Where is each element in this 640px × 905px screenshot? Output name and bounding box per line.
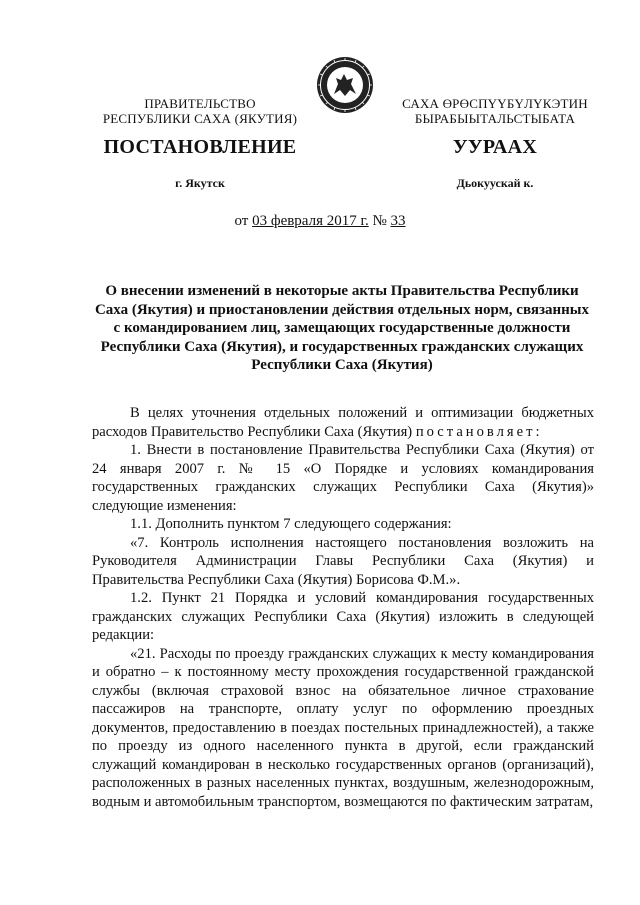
body-paragraph: 1.2. Пункт 21 Порядка и условий командирования государственных гражданских служащих Республики Саха (Якутия) изложить в следующей редакции:: [92, 590, 594, 643]
decree-date-line: [0, 213, 640, 230]
decree-number: 33: [390, 213, 406, 229]
coat-of-arms-emblem: [316, 56, 374, 114]
government-name-sakha-line1: САХА ӨРӨСПҮҮБҮЛҮКЭТИН: [402, 96, 588, 111]
title-line: с командированием лиц, замещающих государственные должности: [113, 320, 571, 336]
government-name-ru-line2: РЕСПУБЛИКИ САХА (ЯКУТИЯ): [102, 111, 298, 126]
doc-type-sakha: УУРААХ: [452, 136, 538, 158]
number-sign: №: [368, 213, 391, 229]
government-name-sakha: [380, 96, 610, 126]
body-paragraph: 1.1. Дополнить пунктом 7 следующего содержания:: [130, 516, 452, 532]
body-paragraph-preamble: [92, 404, 594, 441]
decree-title: [92, 282, 592, 375]
doc-type-ru: ПОСТАНОВЛЕНИЕ: [103, 136, 297, 158]
title-line: О внесении изменений в некоторые акты Правительства Республики: [105, 283, 579, 299]
decree-body: [92, 404, 594, 811]
government-name-ru-line1: ПРАВИТЕЛЬСТВО: [144, 96, 256, 111]
government-name-sakha-line2: БЫРАБЫЫТАЛЬСТЫБАТА: [414, 111, 576, 126]
city-sakha: Дьокуускай к.: [456, 176, 534, 190]
body-paragraph: «7. Контроль исполнения настоящего постановления возложить на Руководителя Администрации Главы Республики Саха (Якутия) и Правительства Республики Саха (Якутия) Борисова Ф.М.».: [92, 534, 594, 588]
title-line: Республики Саха (Якутия): [251, 357, 433, 373]
city-ru: г. Якутск: [175, 176, 225, 190]
preamble-text: В целях уточнения отдельных положений и оптимизации бюджетных расходов Правительство Республики Саха (Якутия): [92, 405, 594, 440]
date-prefix: от: [234, 213, 253, 229]
body-paragraph: 1. Внести в постановление Правительства Республики Саха (Якутия) от 24 января 2007 г. № 15 «О Порядке и условиях командирования государственных гражданских служащих Республики Саха (Якутия)» следующие изменения:: [92, 442, 594, 514]
government-name-ru: [100, 96, 300, 126]
decree-date: 03 февраля 2017 г.: [252, 213, 369, 229]
title-line: Саха (Якутия) и приостановлении действия отдельных норм, связанных: [94, 301, 590, 318]
preamble-end: :: [535, 423, 540, 440]
title-line: Республики Саха (Якутия), и государственных гражданских служащих: [100, 338, 584, 355]
preamble-keyword: постановляет: [415, 423, 536, 440]
body-paragraph: «21. Расходы по проезду гражданских служащих к месту командирования и обратно – к постоянному месту прохождения государственной гражданской службы (включая страховой взнос на обязательное личное страхование пассажиров на транспорте, оплату услуг по оформлению проездных документов, предоставлению в поездах постельных принадлежностей), а также по проезду из одного населенного пункта в другой, если гражданский служащий командирован в несколько государственных органов (организаций), расположенных в разных населенных пунктах, воздушным, железнодорожным, водным и автомобильным транспортом, возмещаются по фактическим затратам,: [92, 645, 594, 810]
